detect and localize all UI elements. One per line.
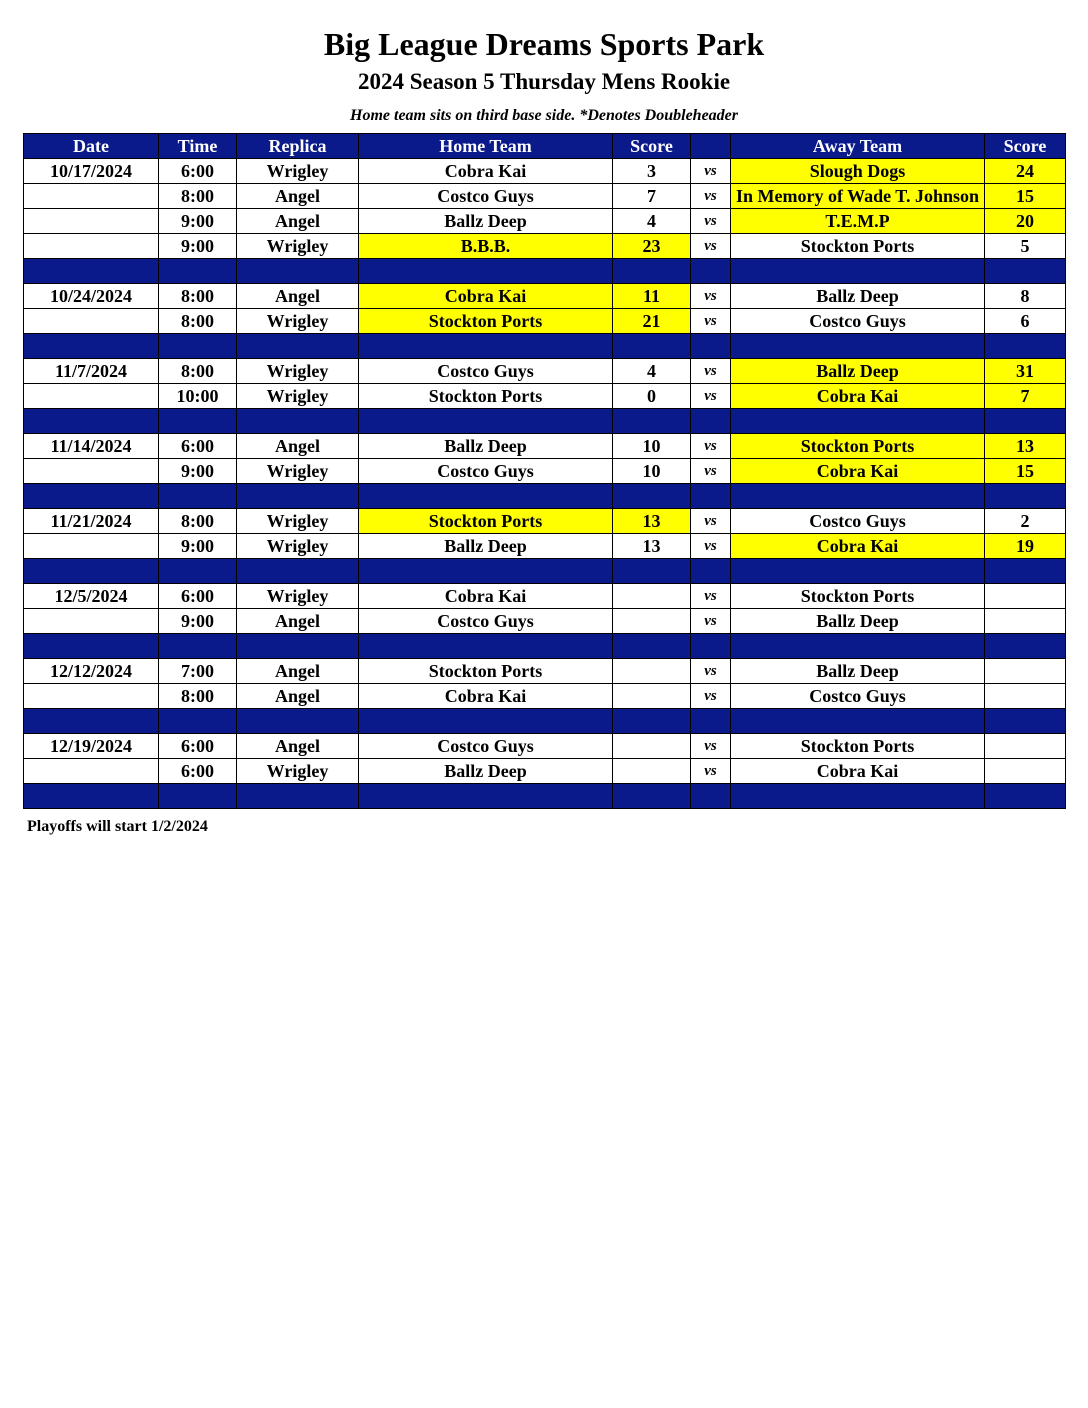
- separator-cell: [985, 484, 1066, 509]
- field-replica: Wrigley: [237, 584, 359, 609]
- separator-cell: [613, 409, 691, 434]
- field-replica: Angel: [237, 684, 359, 709]
- away-team: Ballz Deep: [731, 609, 985, 634]
- game-time: 8:00: [159, 309, 237, 334]
- separator-cell: [24, 559, 159, 584]
- schedule-table: [23, 133, 1066, 809]
- game-row: [24, 184, 1066, 209]
- away-score: 6: [985, 309, 1066, 334]
- separator-row: [24, 559, 1066, 584]
- game-time: 7:00: [159, 659, 237, 684]
- game-date: [24, 234, 159, 259]
- game-row: [24, 659, 1066, 684]
- game-date: [24, 609, 159, 634]
- vs-label: vs: [691, 309, 731, 334]
- separator-row: [24, 784, 1066, 809]
- field-replica: Angel: [237, 609, 359, 634]
- game-row: [24, 359, 1066, 384]
- separator-cell: [24, 409, 159, 434]
- game-row: [24, 609, 1066, 634]
- home-score: 13: [613, 534, 691, 559]
- home-team: Costco Guys: [359, 459, 613, 484]
- game-row: [24, 434, 1066, 459]
- separator-cell: [691, 784, 731, 809]
- away-team: Stockton Ports: [731, 234, 985, 259]
- away-score: [985, 584, 1066, 609]
- home-score: 0: [613, 384, 691, 409]
- separator-cell: [985, 634, 1066, 659]
- game-row: [24, 584, 1066, 609]
- separator-cell: [237, 484, 359, 509]
- header-row: [24, 134, 1066, 159]
- col-header-replica: Replica: [237, 134, 359, 159]
- away-team: Cobra Kai: [731, 384, 985, 409]
- separator-cell: [731, 484, 985, 509]
- home-team: Ballz Deep: [359, 209, 613, 234]
- separator-cell: [691, 634, 731, 659]
- separator-cell: [613, 259, 691, 284]
- home-score: 10: [613, 434, 691, 459]
- game-time: 6:00: [159, 734, 237, 759]
- col-header-home-team: Home Team: [359, 134, 613, 159]
- game-row: [24, 384, 1066, 409]
- vs-label: vs: [691, 359, 731, 384]
- separator-cell: [159, 784, 237, 809]
- col-header-vs: [691, 134, 731, 159]
- game-date: [24, 684, 159, 709]
- separator-cell: [691, 334, 731, 359]
- separator-cell: [613, 484, 691, 509]
- separator-cell: [237, 784, 359, 809]
- away-score: 24: [985, 159, 1066, 184]
- away-score: 2: [985, 509, 1066, 534]
- separator-cell: [359, 409, 613, 434]
- separator-cell: [237, 634, 359, 659]
- separator-cell: [985, 784, 1066, 809]
- vs-label: vs: [691, 609, 731, 634]
- vs-label: vs: [691, 509, 731, 534]
- home-score: [613, 759, 691, 784]
- field-replica: Angel: [237, 284, 359, 309]
- field-replica: Angel: [237, 434, 359, 459]
- separator-cell: [359, 259, 613, 284]
- home-score: 7: [613, 184, 691, 209]
- vs-label: vs: [691, 284, 731, 309]
- page-subtitle: 2024 Season 5 Thursday Mens Rookie: [357, 69, 731, 94]
- home-team: Cobra Kai: [359, 159, 613, 184]
- game-date: 11/14/2024: [24, 434, 159, 459]
- vs-label: vs: [691, 184, 731, 209]
- field-replica: Angel: [237, 184, 359, 209]
- field-replica: Angel: [237, 209, 359, 234]
- home-score: 10: [613, 459, 691, 484]
- home-score: [613, 609, 691, 634]
- game-time: 8:00: [159, 184, 237, 209]
- separator-cell: [159, 334, 237, 359]
- separator-cell: [237, 709, 359, 734]
- field-replica: Wrigley: [237, 359, 359, 384]
- separator-cell: [359, 784, 613, 809]
- separator-cell: [159, 484, 237, 509]
- game-date: [24, 184, 159, 209]
- away-score: 13: [985, 434, 1066, 459]
- game-date: [24, 459, 159, 484]
- game-time: 8:00: [159, 284, 237, 309]
- separator-cell: [731, 559, 985, 584]
- home-team: Ballz Deep: [359, 759, 613, 784]
- away-score: [985, 659, 1066, 684]
- separator-cell: [731, 634, 985, 659]
- away-score: 20: [985, 209, 1066, 234]
- game-date: 12/12/2024: [24, 659, 159, 684]
- game-time: 6:00: [159, 584, 237, 609]
- home-score: [613, 684, 691, 709]
- home-score: 23: [613, 234, 691, 259]
- separator-cell: [24, 484, 159, 509]
- home-team: Stockton Ports: [359, 309, 613, 334]
- separator-cell: [731, 409, 985, 434]
- away-team: Cobra Kai: [731, 534, 985, 559]
- game-time: 9:00: [159, 209, 237, 234]
- home-score: 21: [613, 309, 691, 334]
- away-team: Cobra Kai: [731, 459, 985, 484]
- home-score: 4: [613, 359, 691, 384]
- separator-cell: [731, 784, 985, 809]
- separator-row: [24, 634, 1066, 659]
- col-header-date: Date: [24, 134, 159, 159]
- field-replica: Wrigley: [237, 159, 359, 184]
- separator-cell: [359, 709, 613, 734]
- away-team: Cobra Kai: [731, 759, 985, 784]
- game-time: 6:00: [159, 434, 237, 459]
- home-score: 11: [613, 284, 691, 309]
- separator-cell: [985, 559, 1066, 584]
- home-team: Costco Guys: [359, 734, 613, 759]
- separator-cell: [691, 484, 731, 509]
- home-team: Ballz Deep: [359, 434, 613, 459]
- vs-label: vs: [691, 434, 731, 459]
- home-team: Stockton Ports: [359, 509, 613, 534]
- separator-row: [24, 409, 1066, 434]
- game-date: [24, 759, 159, 784]
- vs-label: vs: [691, 759, 731, 784]
- game-row: [24, 509, 1066, 534]
- away-score: [985, 759, 1066, 784]
- separator-cell: [359, 484, 613, 509]
- field-replica: Wrigley: [237, 309, 359, 334]
- page-title: Big League Dreams Sports Park: [323, 26, 765, 62]
- home-score: 4: [613, 209, 691, 234]
- vs-label: vs: [691, 459, 731, 484]
- separator-cell: [691, 559, 731, 584]
- game-time: 8:00: [159, 509, 237, 534]
- separator-row: [24, 709, 1066, 734]
- away-team: Stockton Ports: [731, 434, 985, 459]
- game-row: [24, 284, 1066, 309]
- away-score: 15: [985, 459, 1066, 484]
- separator-cell: [613, 634, 691, 659]
- home-team: Cobra Kai: [359, 684, 613, 709]
- separator-cell: [985, 334, 1066, 359]
- field-replica: Wrigley: [237, 234, 359, 259]
- separator-cell: [731, 259, 985, 284]
- separator-cell: [359, 634, 613, 659]
- separator-cell: [691, 259, 731, 284]
- away-team: Slough Dogs: [731, 159, 985, 184]
- away-team: Ballz Deep: [731, 659, 985, 684]
- separator-cell: [731, 334, 985, 359]
- vs-label: vs: [691, 584, 731, 609]
- col-header-time: Time: [159, 134, 237, 159]
- vs-label: vs: [691, 159, 731, 184]
- col-header-away-score: Score: [985, 134, 1066, 159]
- game-time: 9:00: [159, 234, 237, 259]
- separator-cell: [159, 409, 237, 434]
- away-score: 31: [985, 359, 1066, 384]
- separator-cell: [613, 334, 691, 359]
- vs-label: vs: [691, 534, 731, 559]
- home-score: 13: [613, 509, 691, 534]
- game-time: 8:00: [159, 684, 237, 709]
- field-replica: Wrigley: [237, 459, 359, 484]
- home-team: Ballz Deep: [359, 534, 613, 559]
- game-time: 8:00: [159, 359, 237, 384]
- home-score: 3: [613, 159, 691, 184]
- separator-cell: [237, 334, 359, 359]
- separator-row: [24, 259, 1066, 284]
- separator-cell: [985, 709, 1066, 734]
- game-row: [24, 234, 1066, 259]
- separator-cell: [731, 709, 985, 734]
- game-time: 9:00: [159, 609, 237, 634]
- home-team: Costco Guys: [359, 359, 613, 384]
- away-score: [985, 734, 1066, 759]
- separator-row: [24, 484, 1066, 509]
- game-date: 11/21/2024: [24, 509, 159, 534]
- game-row: [24, 209, 1066, 234]
- separator-cell: [985, 259, 1066, 284]
- away-team: Costco Guys: [731, 309, 985, 334]
- away-score: [985, 609, 1066, 634]
- game-row: [24, 309, 1066, 334]
- separator-cell: [159, 634, 237, 659]
- col-header-away-team: Away Team: [731, 134, 985, 159]
- separator-cell: [359, 334, 613, 359]
- col-header-home-score: Score: [613, 134, 691, 159]
- field-replica: Wrigley: [237, 759, 359, 784]
- separator-cell: [985, 409, 1066, 434]
- away-team: Costco Guys: [731, 684, 985, 709]
- field-replica: Angel: [237, 659, 359, 684]
- field-replica: Wrigley: [237, 534, 359, 559]
- away-team: Ballz Deep: [731, 284, 985, 309]
- away-score: [985, 684, 1066, 709]
- vs-label: vs: [691, 684, 731, 709]
- away-team: Ballz Deep: [731, 359, 985, 384]
- game-time: 9:00: [159, 534, 237, 559]
- separator-cell: [159, 259, 237, 284]
- home-team: Stockton Ports: [359, 659, 613, 684]
- separator-cell: [691, 709, 731, 734]
- separator-cell: [24, 784, 159, 809]
- away-score: 7: [985, 384, 1066, 409]
- separator-cell: [613, 559, 691, 584]
- away-score: 5: [985, 234, 1066, 259]
- vs-label: vs: [691, 734, 731, 759]
- separator-cell: [24, 334, 159, 359]
- separator-cell: [24, 709, 159, 734]
- away-team: Stockton Ports: [731, 584, 985, 609]
- field-replica: Angel: [237, 734, 359, 759]
- game-date: 12/19/2024: [24, 734, 159, 759]
- game-row: [24, 759, 1066, 784]
- separator-cell: [613, 784, 691, 809]
- game-date: 12/5/2024: [24, 584, 159, 609]
- separator-cell: [613, 709, 691, 734]
- vs-label: vs: [691, 384, 731, 409]
- game-row: [24, 684, 1066, 709]
- separator-cell: [159, 709, 237, 734]
- game-date: [24, 309, 159, 334]
- vs-label: vs: [691, 209, 731, 234]
- home-team: Cobra Kai: [359, 584, 613, 609]
- separator-cell: [237, 409, 359, 434]
- separator-cell: [24, 634, 159, 659]
- separator-row: [24, 334, 1066, 359]
- field-replica: Wrigley: [237, 509, 359, 534]
- home-team: Stockton Ports: [359, 384, 613, 409]
- field-replica: Wrigley: [237, 384, 359, 409]
- vs-label: vs: [691, 234, 731, 259]
- game-time: 9:00: [159, 459, 237, 484]
- game-date: [24, 209, 159, 234]
- away-score: 19: [985, 534, 1066, 559]
- away-team: T.E.M.P: [731, 209, 985, 234]
- away-team: Stockton Ports: [731, 734, 985, 759]
- separator-cell: [237, 259, 359, 284]
- away-team: Costco Guys: [731, 509, 985, 534]
- game-date: 10/24/2024: [24, 284, 159, 309]
- away-score: 8: [985, 284, 1066, 309]
- game-row: [24, 459, 1066, 484]
- home-team: Cobra Kai: [359, 284, 613, 309]
- schedule-note: Home team sits on third base side. *Denotes Doubleheader: [350, 107, 738, 124]
- game-time: 10:00: [159, 384, 237, 409]
- home-team: Costco Guys: [359, 609, 613, 634]
- away-team: In Memory of Wade T. Johnson: [731, 184, 985, 209]
- home-score: [613, 734, 691, 759]
- home-team: B.B.B.: [359, 234, 613, 259]
- game-date: [24, 384, 159, 409]
- game-date: [24, 534, 159, 559]
- game-row: [24, 159, 1066, 184]
- game-row: [24, 734, 1066, 759]
- schedule-body: [24, 159, 1066, 809]
- away-score: 15: [985, 184, 1066, 209]
- game-time: 6:00: [159, 159, 237, 184]
- game-date: 11/7/2024: [24, 359, 159, 384]
- home-score: [613, 584, 691, 609]
- game-date: 10/17/2024: [24, 159, 159, 184]
- game-row: [24, 534, 1066, 559]
- home-score: [613, 659, 691, 684]
- separator-cell: [237, 559, 359, 584]
- home-team: Costco Guys: [359, 184, 613, 209]
- game-time: 6:00: [159, 759, 237, 784]
- separator-cell: [24, 259, 159, 284]
- separator-cell: [691, 409, 731, 434]
- playoffs-note: Playoffs will start 1/2/2024: [27, 818, 208, 835]
- vs-label: vs: [691, 659, 731, 684]
- separator-cell: [359, 559, 613, 584]
- separator-cell: [159, 559, 237, 584]
